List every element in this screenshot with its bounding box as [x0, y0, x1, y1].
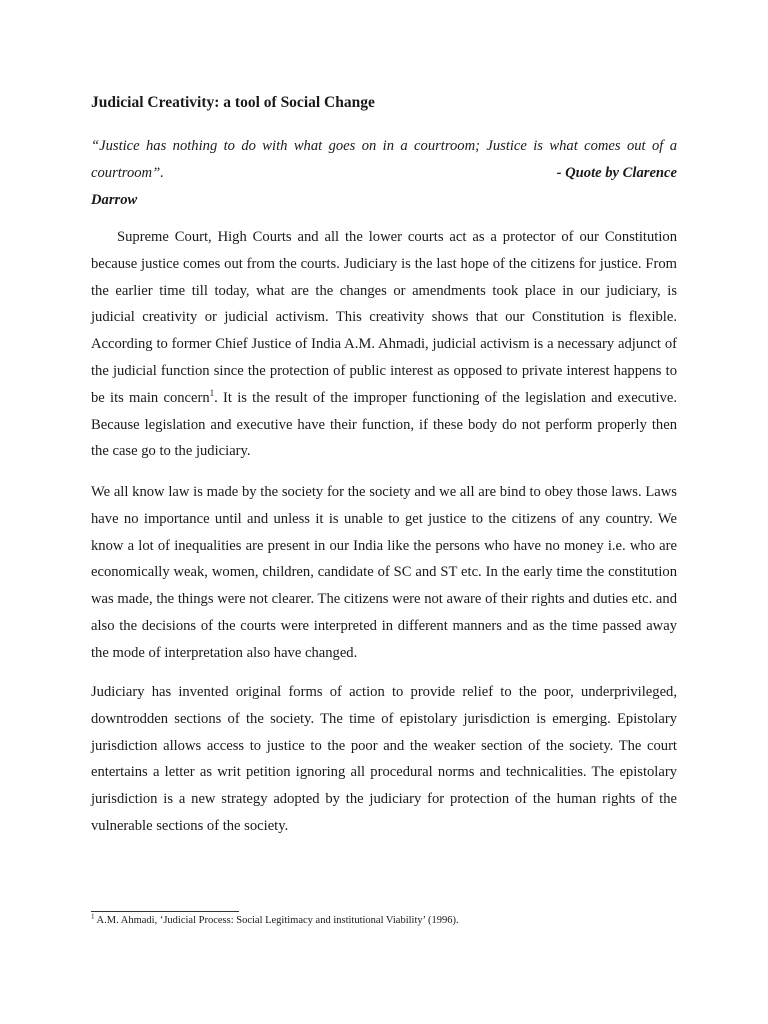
quote-attribution-end: Darrow [91, 192, 138, 208]
document-page [91, 0, 677, 1024]
footnote-separator [91, 911, 239, 912]
quote-attribution-start: - Quote by Clarence [556, 165, 677, 181]
epigraph-quote: “Justice has nothing to do with what goes on in a courtroom; Justice is what comes out of a courtroom”. [91, 138, 677, 181]
paragraph-1-text-start: Supreme Court, High Courts and all the lower courts act as a protector of our Constitution because justice comes out from the courts. Judiciary is the last hope of the citizens for justice. From the earlier time till today, what are the changes or amendments took place in our judiciary, is judicial creativity or judicial activism. This creativity shows that our Constitution is flexible. According to former Chief Justice of India A.M. Ahmadi, judicial activism is a necessary adjunct of the judicial function since the protection of public interest as opposed to private interest happens to be its main concern [91, 229, 677, 406]
footnote-text: A.M. Ahmadi, ‘Judicial Process: Social Legitimacy and institutional Viability’ (1996). [94, 915, 459, 926]
footnote-reference[interactable]: 1 [209, 387, 215, 398]
body-paragraph-1 [91, 224, 677, 465]
body-paragraph-2: We all know law is made by the society for the society and we all are bind to obey those laws. Laws have no importance until and unless it is unable to get justice to the citizens of any country. We know a lot of inequalities are present in our India like the persons who have no money i.e. who are economically weak, women, children, candidate of SC and ST etc. In the early time the constitution was made, the things were not clearer. The citizens were not aware of their rights and duties etc. and also the decisions of the courts were interpreted in different manners and as the time passed away the mode of interpretation also have changed. [91, 484, 677, 661]
footnote [91, 912, 459, 926]
footnote-number: 1 [91, 912, 95, 921]
body-paragraph-3: Judiciary has invented original forms of action to provide relief to the poor, underprivileged, downtrodden sections of the society. The time of epistolary jurisdiction is emerging. Epistolary jurisdiction allows access to justice to the poor and the weaker section of the society. The court entertains a letter as writ petition ignoring all procedural norms and technicalities. The epistolary jurisdiction is a new strategy adopted by the judiciary for protection of the human rights of the vulnerable sections of the society. [91, 684, 677, 834]
page-title: Judicial Creativity: a tool of Social Change [91, 94, 375, 111]
paragraph-1-text-end: . It is the result of the improper functioning of the legislation and executive. Because legislation and executive have their function, if these body do not perform properly then the case go to the judiciary. [91, 389, 678, 460]
